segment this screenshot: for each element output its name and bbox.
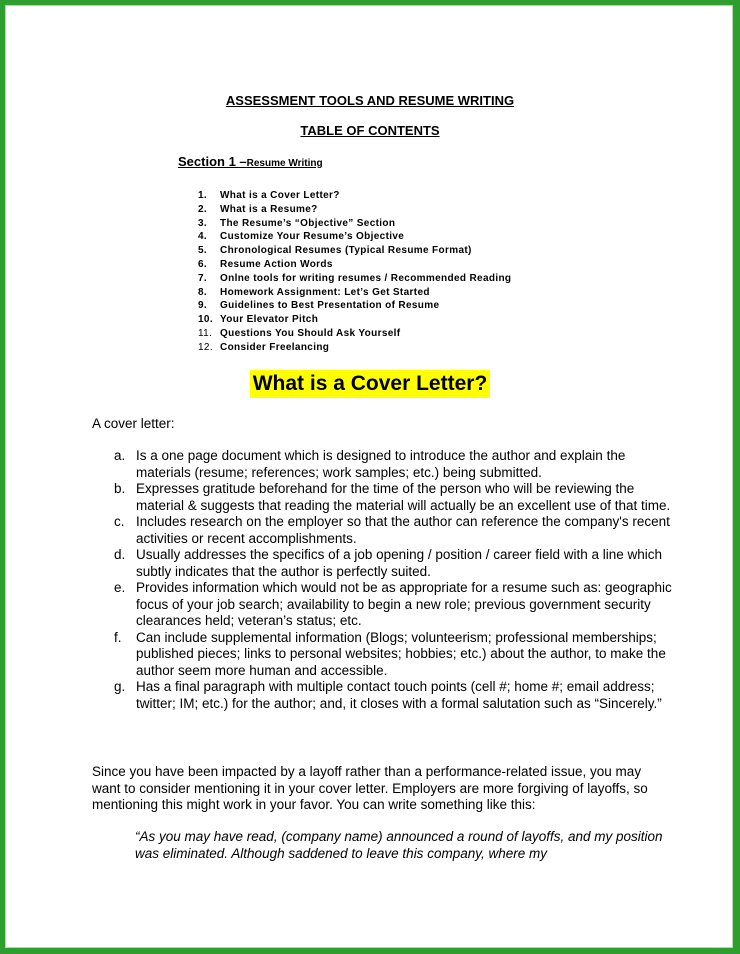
toc-item-text: Onlne tools for writing resumes / Recommended Reading [220,272,512,284]
toc-item-text: Guidelines to Best Presentation of Resume [220,300,440,312]
section-sublabel: Resume Writing [246,158,323,169]
list-item-letter: a. [114,448,126,463]
toc-item [198,313,511,327]
toc-item-number: 11. [198,327,213,339]
section-heading [178,154,323,169]
toc-item-text: Homework Assignment: Let’s Get Started [220,286,430,298]
toc-item-number: 10. [198,314,213,326]
toc-item-text: What is a Resume? [220,203,318,215]
toc-list [198,189,511,355]
list-item-letter: g. [114,679,126,694]
toc-item-number: 9. [198,300,208,312]
toc-item [198,217,511,231]
list-item-text: Is a one page document which is designed to introduce the author and explain the materials (resume; references; work samples; etc.) being submitted. [136,448,626,480]
toc-item [198,299,511,313]
layoff-paragraph: Since you have been impacted by a layoff rather than a performance-related issue, you may want to consider mentioning it in your cover letter. Employers are more forgiving of layoffs, so mentioning this might work in your favor. You can write something like this: [92,764,648,812]
list-item-text: Can include supplemental information (Blogs; volunteerism; professional memberships; published pieces; links to personal websites; hobbies; etc.) about the author, to make the author seem more human and accessible. [136,629,666,678]
toc-item [198,244,511,258]
toc-item-number: 7. [198,272,208,284]
toc-item-text: Consider Freelancing [220,341,330,353]
cover-letter-heading: What is a Cover Letter? [250,370,491,398]
toc-item-text: Chronological Resumes (Typical Resume Format) [220,245,472,257]
toc-item-number: 3. [198,217,208,229]
toc-item-number: 6. [198,258,208,270]
toc-item-text: Your Elevator Pitch [220,314,319,326]
list-item-text: Includes research on the employer so that the author can reference the company's recent activities or recent accomplishments. [136,514,670,546]
toc-item-text: What is a Cover Letter? [220,190,340,201]
document-title: ASSESSMENT TOOLS AND RESUME WRITING [225,93,515,108]
toc-item [198,327,511,341]
list-item-letter: d. [114,547,126,562]
toc-item-text: Questions You Should Ask Yourself [220,327,401,339]
list-item [114,514,674,547]
cover-letter-heading-wrap [6,370,734,398]
list-item-letter: f. [114,629,122,645]
toc-item [198,341,511,355]
toc-item [198,258,511,272]
list-item-text: Provides information which would not be as appropriate for a resume such as: geographic focus of your job search; availability to begin a new role; previous government security clearances held; veteran’s status; etc. [136,580,672,628]
list-item [114,547,674,580]
list-item-letter: e. [114,580,126,595]
toc-item-number: 4. [198,231,208,243]
list-item [114,580,674,630]
intro-text: A cover letter: [92,416,175,431]
toc-item [198,203,511,217]
toc-item-number: 2. [198,203,208,215]
list-item-text: Has a final paragraph with multiple contact touch points (cell #; home #; email address; twitter; IM; etc.) for the author; and, it closes with a formal salutation such as “Sincerely.” [136,679,662,711]
toc-item [198,272,511,286]
list-item-text: Usually addresses the specifics of a job opening / position / career field with a line which subtly indicates that the author is perfectly suited. [136,547,663,579]
list-item [114,448,674,481]
cover-letter-points [114,448,674,712]
toc-item [198,189,511,203]
toc-item-number: 5. [198,245,208,257]
list-item [114,481,674,514]
list-item [114,630,674,680]
list-item [114,679,674,712]
list-item-letter: c. [114,514,125,529]
list-item-letter: b. [114,481,126,496]
toc-item-number: 1. [198,190,208,201]
list-item-text: Expresses gratitude beforehand for the time of the person who will be reviewing the material & suggests that reading the material will actually be an excellent use of that time. [136,481,671,513]
toc-item [198,286,511,300]
toc-item-number: 8. [198,286,208,298]
toc-item-text: Customize Your Resume’s Objective [220,231,405,243]
toc-title: TABLE OF CONTENTS [300,123,440,138]
toc-item [198,230,511,244]
toc-item-text: Resume Action Words [220,258,333,270]
example-quote: “As you may have read, (company name) announced a round of layoffs, and my position was eliminated. Although saddened to leave this company, where my [135,829,663,861]
toc-item-text: The Resume’s “Objective” Section [220,217,396,229]
section-label: Section 1 – [178,154,247,169]
toc-item-number: 12. [198,341,213,353]
document-page [5,5,733,948]
